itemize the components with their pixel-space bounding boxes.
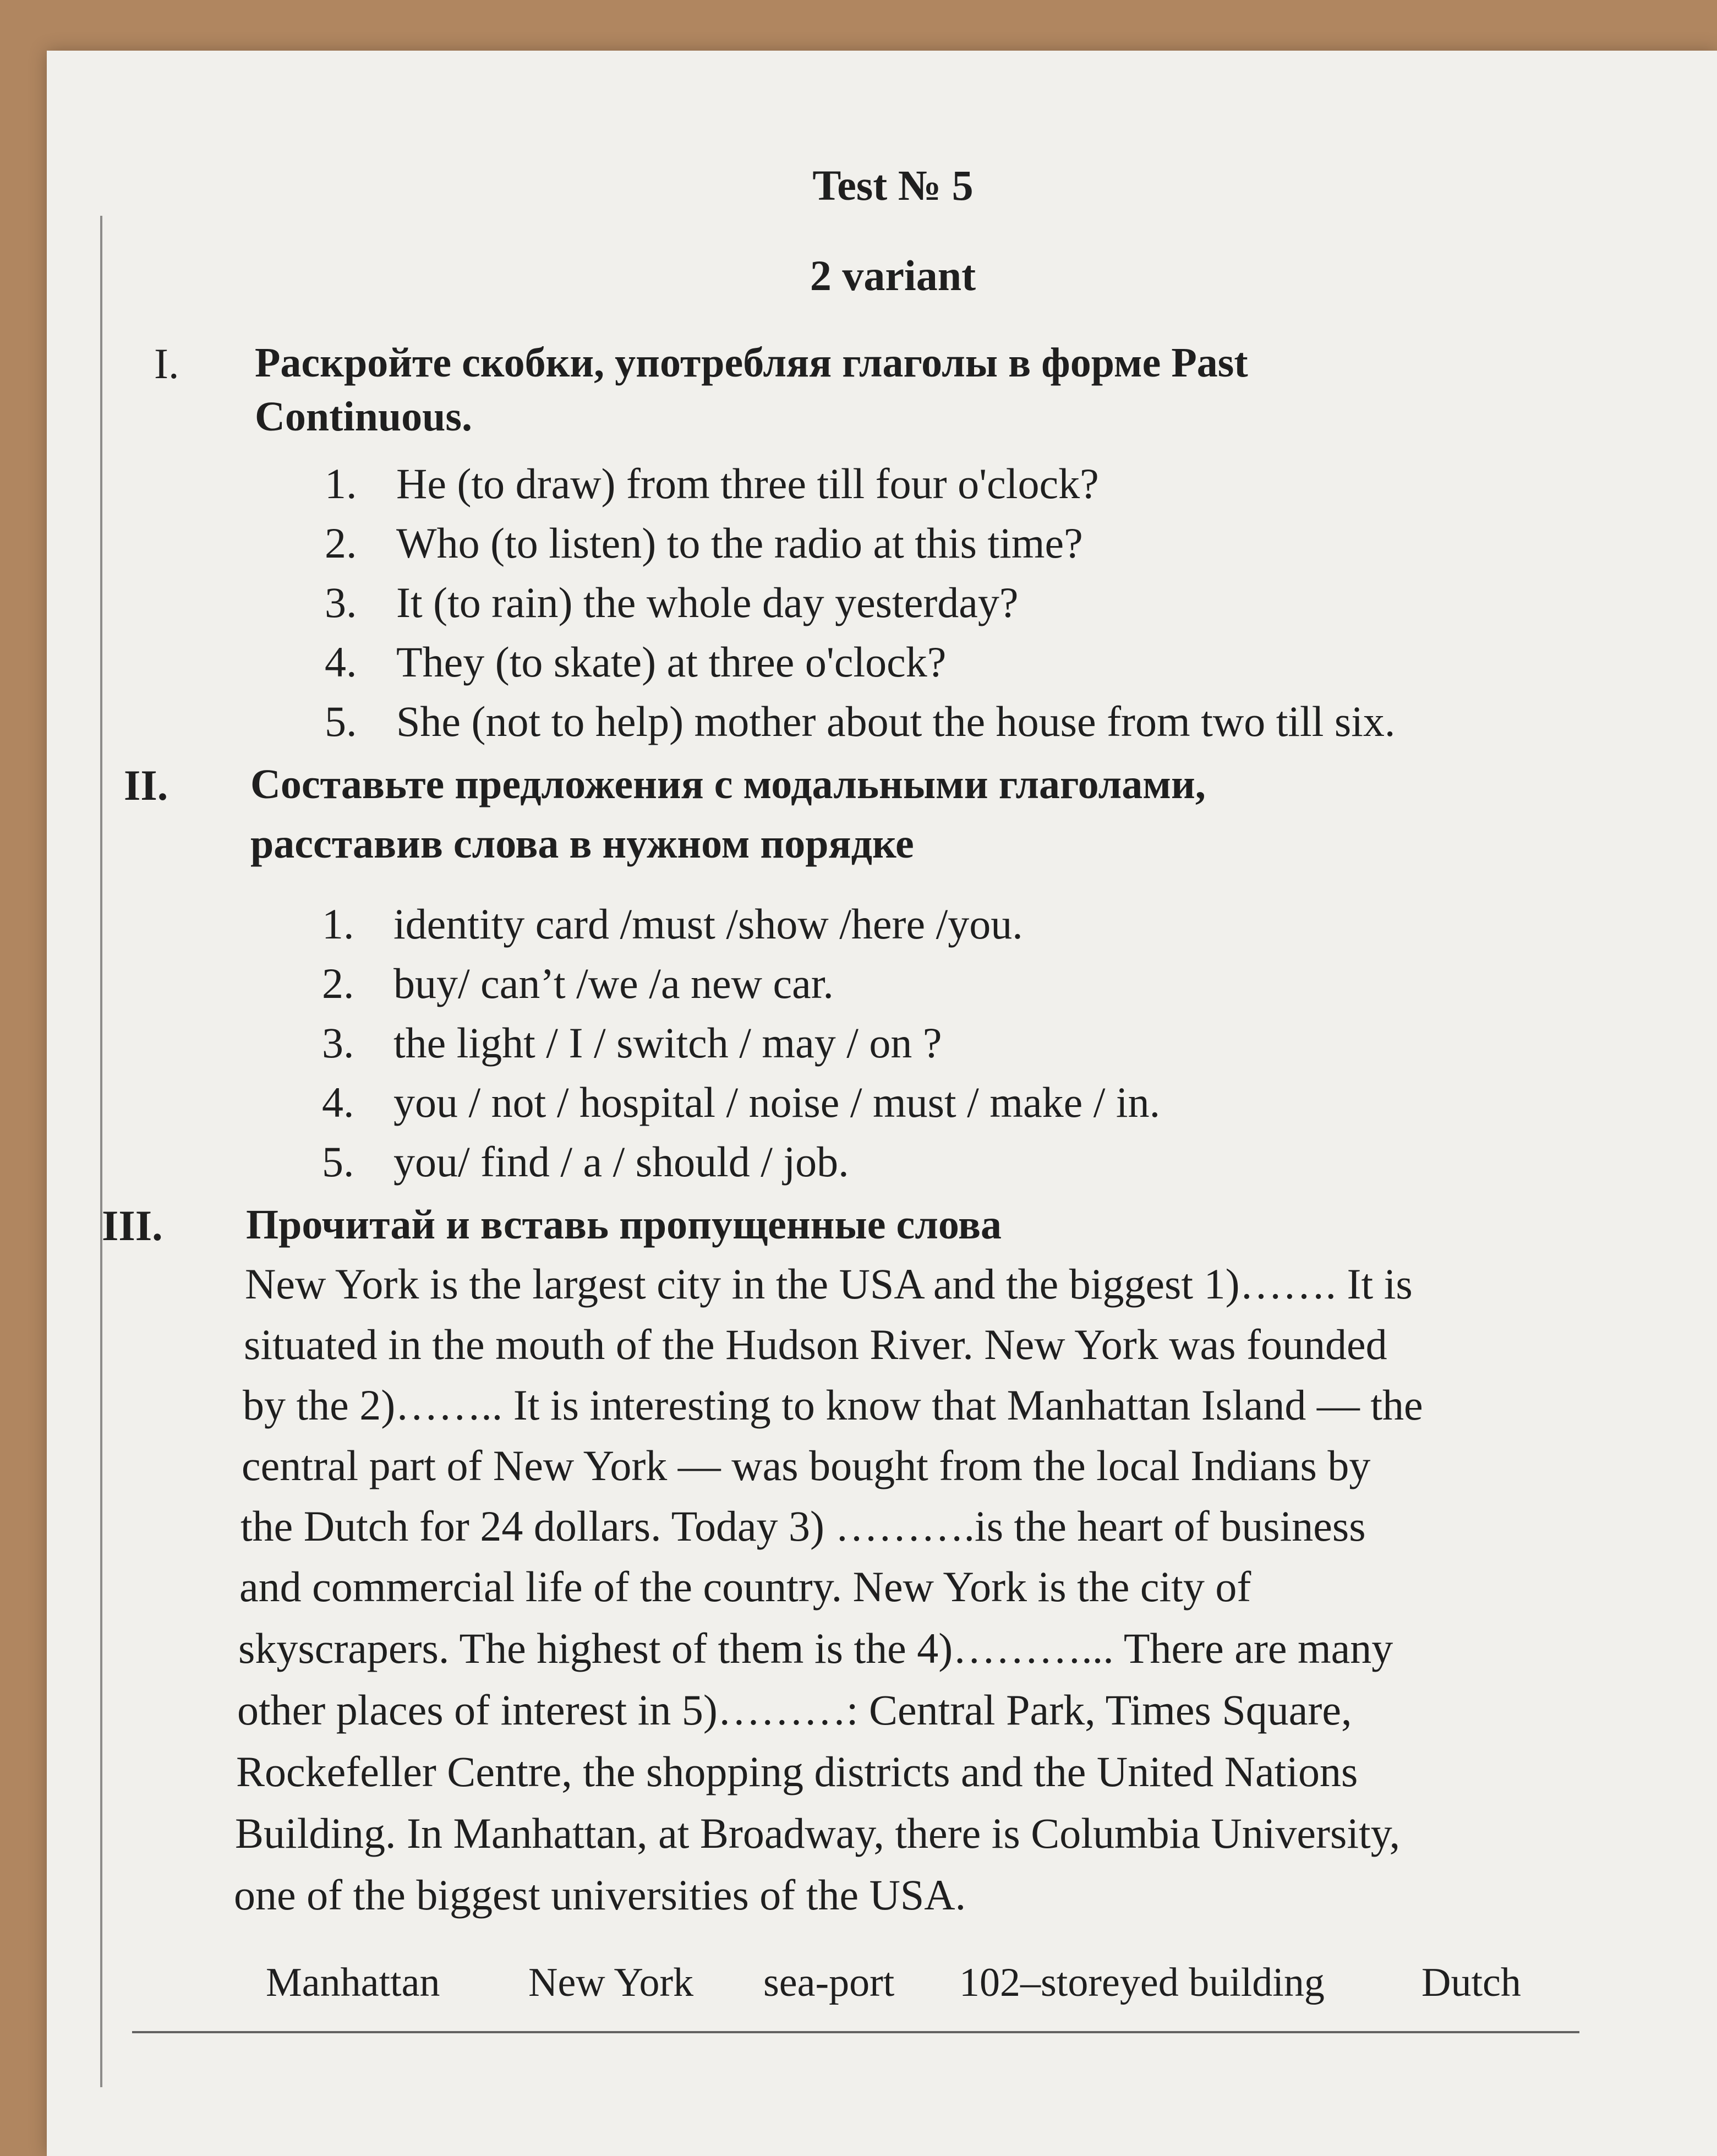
section-2-number: II. (124, 761, 168, 809)
list-item: 1. identity card /must /show /here /you. (322, 900, 1023, 948)
paragraph-line: other places of interest in 5)………: Central Park, Times Square, (237, 1686, 1352, 1734)
paragraph-line: the Dutch for 24 dollars. Today 3) ……….is the heart of business (240, 1502, 1366, 1550)
paragraph-line: New York is the largest city in the USA and the biggest 1)……. It is (245, 1260, 1413, 1308)
margin-line (100, 216, 102, 2087)
list-item: 3. It (to rain) the whole day yesterday? (325, 578, 1019, 626)
list-item: 1. He (to draw) from three till four o'clock? (325, 460, 1099, 507)
section-1-heading-line1: Раскройте скобки, употребляя глаголы в форме Past (255, 340, 1248, 386)
word-bank-item: Manhattan (266, 1960, 440, 2005)
paragraph-line: Rockefeller Centre, the shopping districts and the United Nations (236, 1748, 1358, 1795)
variant-title: 2 variant (810, 252, 976, 299)
section-1-number: I. (154, 340, 179, 387)
list-item: 2. buy/ can’t /we /a new car. (322, 959, 834, 1007)
word-bank-underline (132, 2031, 1579, 2033)
list-item: 4. They (to skate) at three o'clock? (325, 638, 947, 686)
paragraph-line: situated in the mouth of the Hudson River. New York was founded (244, 1320, 1387, 1368)
word-bank-item: Dutch (1421, 1960, 1521, 2005)
list-item: 2. Who (to listen) to the radio at this time? (325, 519, 1083, 567)
list-item: 4. you / not / hospital / noise / must / make / in. (322, 1078, 1161, 1126)
paper-sheet (47, 51, 1717, 2156)
word-bank-item: 102–storeyed building (959, 1960, 1325, 2005)
paragraph-line: Building. In Manhattan, at Broadway, there is Columbia University, (235, 1809, 1401, 1857)
list-item: 3. the light / I / switch / may / on ? (322, 1019, 942, 1067)
section-3-heading: Прочитай и вставь пропущенные слова (246, 1202, 1002, 1248)
list-item: 5. you/ find / a / should / job. (322, 1138, 849, 1186)
test-title: Test № 5 (812, 161, 974, 209)
list-item: 5. She (not to help) mother about the house from two till six. (325, 697, 1396, 745)
section-2-heading-line1: Составьте предложения с модальными глаголами, (250, 761, 1206, 807)
word-bank-item: New York (528, 1960, 694, 2005)
section-1-heading-line2: Continuous. (255, 394, 472, 440)
paragraph-line: skyscrapers. The highest of them is the 4)………... There are many (238, 1624, 1393, 1672)
section-3-number: III. (102, 1202, 163, 1249)
word-bank-item: sea-port (763, 1960, 895, 2005)
paragraph-line: by the 2)…….. It is interesting to know that Manhattan Island — the (243, 1381, 1423, 1429)
paragraph-line: one of the biggest universities of the USA. (234, 1871, 966, 1919)
section-2-heading-line2: расставив слова в нужном порядке (250, 821, 914, 867)
paragraph-line: and commercial life of the country. New York is the city of (239, 1563, 1251, 1611)
paragraph-line: central part of New York — was bought from the local Indians by (242, 1442, 1371, 1489)
